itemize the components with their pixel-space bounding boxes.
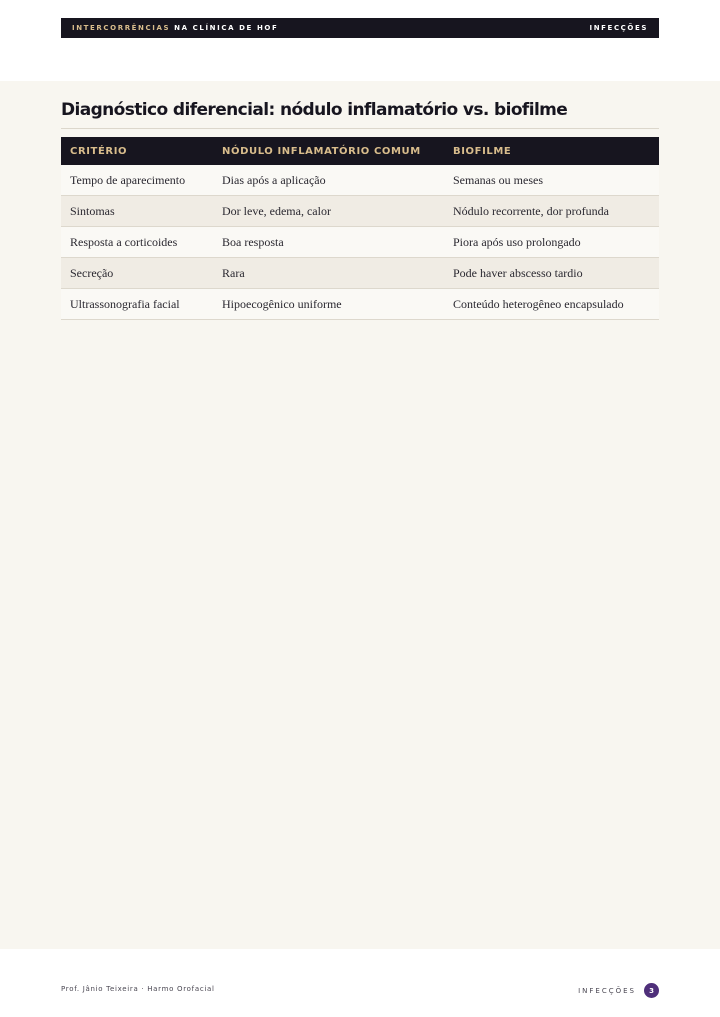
header-brand-accent: INTERCORRÊNCIAS xyxy=(72,24,171,32)
table-cell: Boa resposta xyxy=(213,227,444,258)
column-header-criterion: CRITÉRIO xyxy=(61,137,213,165)
table-row xyxy=(61,196,659,227)
table-cell: Dor leve, edema, calor xyxy=(213,196,444,227)
table-cell: Nódulo recorrente, dor profunda xyxy=(444,196,659,227)
table-row xyxy=(61,289,659,320)
running-header xyxy=(61,18,659,38)
table-row xyxy=(61,165,659,196)
table-cell: Rara xyxy=(213,258,444,289)
header-section: INFECÇÕES xyxy=(589,24,648,32)
table-cell: Conteúdo heterogêneo encapsulado xyxy=(444,289,659,320)
table-header-row xyxy=(61,137,659,165)
table-row xyxy=(61,227,659,258)
table-cell: Secreção xyxy=(61,258,213,289)
column-header-biofilm: BIOFILME xyxy=(444,137,659,165)
table-row xyxy=(61,258,659,289)
differential-diagnosis-table xyxy=(61,137,659,320)
footer-author: Prof. Jânio Teixeira · Harmo Orofacial xyxy=(61,985,215,993)
footer-meta xyxy=(578,983,659,998)
header-brand xyxy=(72,24,278,32)
footer-section: INFECÇÕES xyxy=(578,986,636,995)
table-cell: Hipoecogênico uniforme xyxy=(213,289,444,320)
table-cell: Tempo de aparecimento xyxy=(61,165,213,196)
table-cell: Resposta a corticoides xyxy=(61,227,213,258)
table-cell: Ultrassonografia facial xyxy=(61,289,213,320)
column-header-inflammatory-nodule: NÓDULO INFLAMATÓRIO COMUM xyxy=(213,137,444,165)
section-title: Diagnóstico diferencial: nódulo inflamatório vs. biofilme xyxy=(61,100,568,120)
title-divider xyxy=(61,128,659,129)
table-cell: Dias após a aplicação xyxy=(213,165,444,196)
table-cell: Pode haver abscesso tardio xyxy=(444,258,659,289)
page-number-badge: 3 xyxy=(644,983,659,998)
table-cell: Sintomas xyxy=(61,196,213,227)
table-cell: Semanas ou meses xyxy=(444,165,659,196)
table-cell: Piora após uso prolongado xyxy=(444,227,659,258)
header-brand-rest: NA CLÍNICA DE HOF xyxy=(174,24,279,32)
